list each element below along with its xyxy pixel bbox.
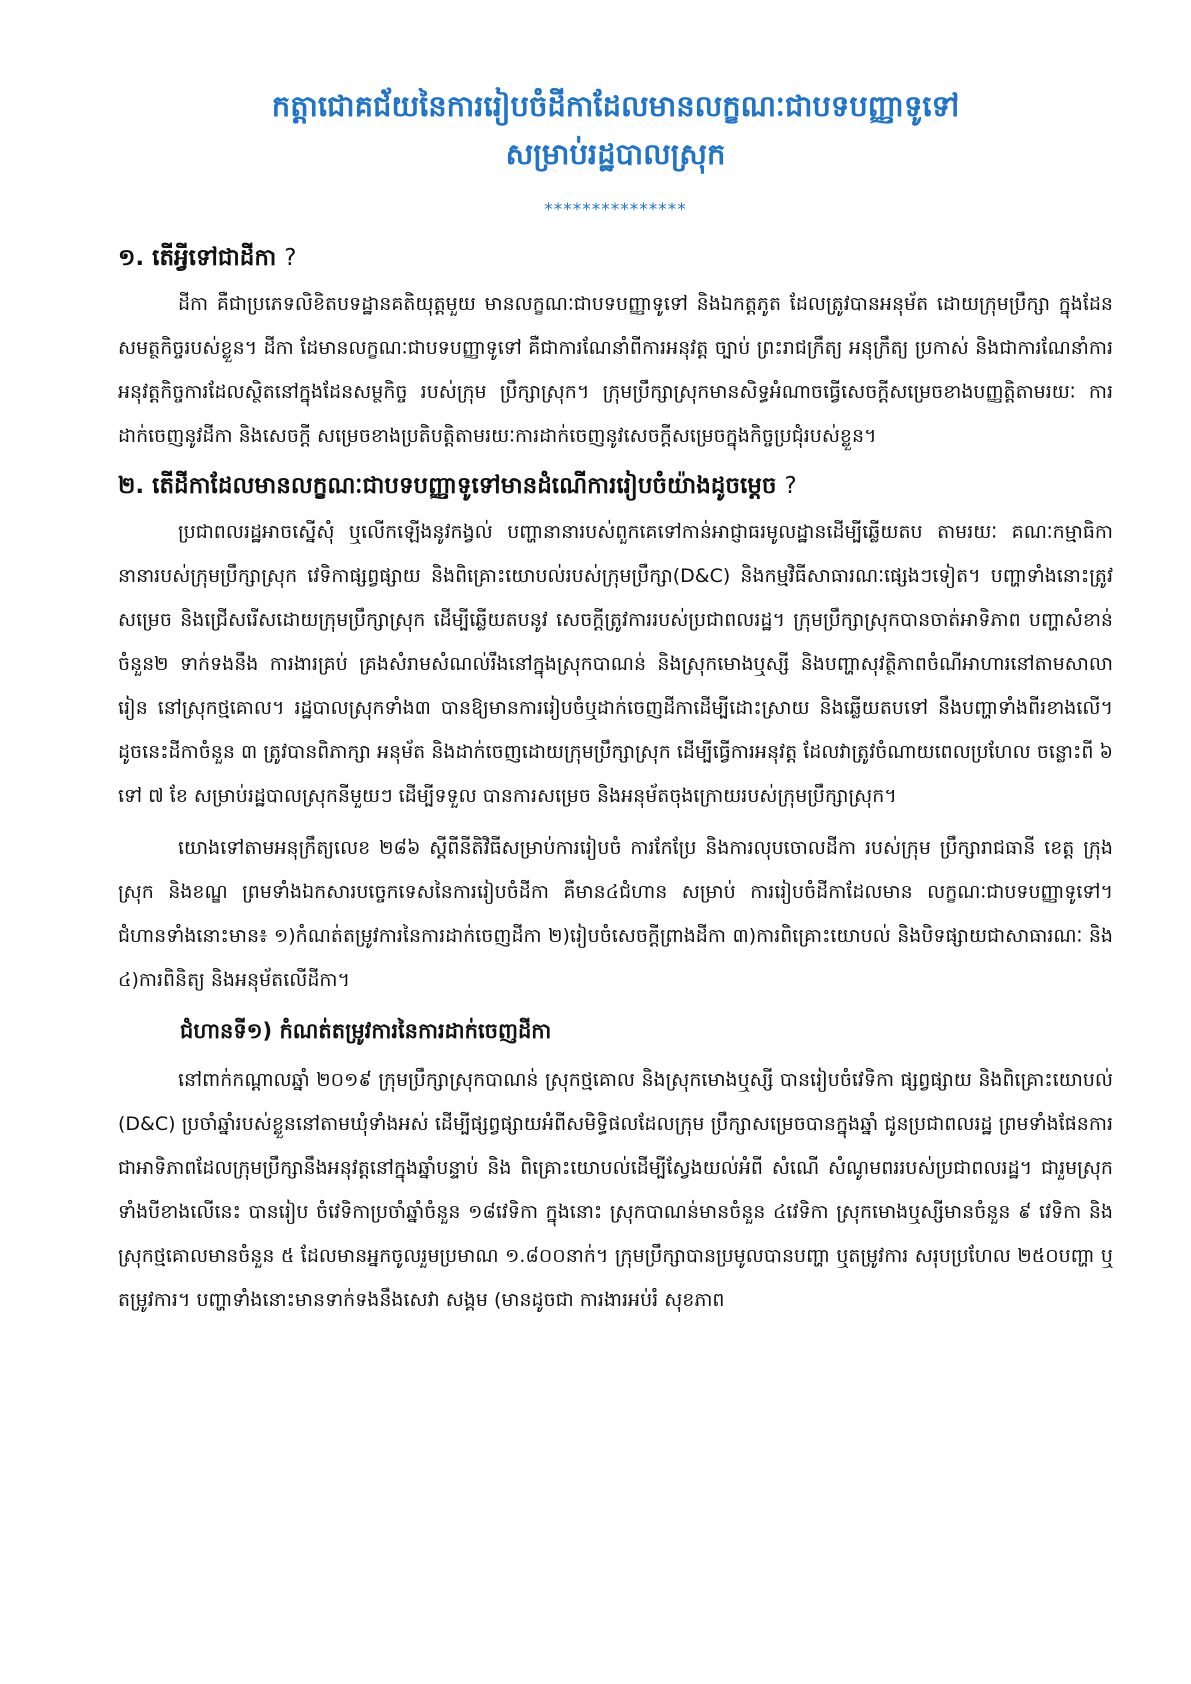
step-1-heading: ជំហានទី១) កំណត់តម្រូវការនៃការដាក់ចេញដីកា (180, 1019, 552, 1043)
title-separator: *************** (544, 200, 687, 220)
section-2-question-mark: ? (784, 473, 797, 499)
section-2-heading (118, 466, 1113, 506)
section-1-heading (118, 238, 1113, 278)
section-2-paragraph-3: នៅពាក់កណ្តាលឆ្នាំ ២០១៩ ក្រុមប្រឹក្សាស្រុកបាណន់ ស្រុកថ្មគោល និងស្រុកមោងឬស្សី បានរៀបចំវេទិកា ផ្សព្វផ្សាយ និងពិគ្រោះយោបល់ (D&C) ប្រចាំឆ្នាំរបស់ខ្លួននៅតាមឃុំទាំងអស់ ដើម្បីផ្សព្វផ្សាយអំពីសមិទ្ធិផលដែលក្រុម ប្រឹក្សាសម្រេចបានក្នុងឆ្នាំ ជូនប្រជាពលរដ្ឋ ព្រមទាំងផែនការជាអាទិភាពដែលក្រុមប្រឹក្សានឹងអនុវត្តនៅក្នុងឆ្នាំបន្ទាប់ និង ពិគ្រោះយោបល់ដើម្បីស្វែងយល់អំពី សំណើ សំណូមពររបស់ប្រជាពលរដ្ឋ។ ជារួមស្រុកទាំងបីខាងលើនេះ បានរៀប ចំវេទិកាប្រចាំឆ្នាំចំនួន ១៨វេទិកា ក្នុងនោះ ស្រុកបាណន់មានចំនួន ៤វេទិកា ស្រុកមោងឬស្សីមានចំនួន ៩ វេទិកា និង ស្រុកថ្មគោលមានចំនួន ៥ ដែលមានអ្នកចូលរួមប្រមាណ ១.៨០០នាក់។ ក្រុមប្រឹក្សាបានប្រមូលបានបញ្ហា ឬតម្រូវការ សរុបប្រហែល ២៥០បញ្ហា ឬតម្រូវការ។ បញ្ហាទាំងនោះមានទាក់ទងនឹងសេវា សង្គម (មានដូចជា ការងារអប់រំ សុខភាព (118, 1069, 1113, 1311)
section-1-heading-text: ១. តើអ្វីទៅជាដីកា (118, 245, 277, 271)
document-title (118, 82, 1113, 178)
section-2-paragraph-2: យោងទៅតាមអនុក្រឹត្យលេខ ២៨៦ ស្តីពីនីតិវិធីសម្រាប់ការរៀបចំ ការកែប្រែ និងការលុបចោលដីកា របស់ក្រុម ប្រឹក្សារាជធានី ខេត្ត ក្រុង ស្រុក និងខណ្ឌ ព្រមទាំងឯកសារបច្ចេកទេសនៃការរៀបចំដីកា គឺមាន៤ជំហាន សម្រាប់ ការរៀបចំដីកាដែលមាន លក្ខណៈជាបទបញ្ញាទូទៅ។ ជំហានទាំងនោះមាន៖ ១)កំណត់តម្រូវការនៃការដាក់ចេញដីកា ២)រៀបចំសេចក្តីព្រាងដីកា ៣)ការពិគ្រោះយោបល់ និងបិទផ្សាយជាសាធារណៈ និង ៤)ការពិនិត្យ និងអនុម័តលើដីកា។ (118, 837, 1113, 991)
section-2-paragraph-1: ប្រជាពលរដ្ឋអាចស្នើសុំ ឬលើកឡើងនូវកង្វល់ បញ្ហានានារបស់ពួកគេទៅកាន់អាជ្ញាធរមូលដ្ឋានដើម្បីឆ្លើយតប តាមរយៈ គណៈកម្មាធិកានានារបស់ក្រុមប្រឹក្សាស្រុក វេទិកាផ្សព្វផ្សាយ និងពិគ្រោះយោបល់របស់ក្រុមប្រឹក្សា(D&C) និងកម្មវិធីសាធារណៈផ្សេងៗទៀត។ បញ្ហាទាំងនោះត្រូវសម្រេច និងជ្រើសរើសដោយក្រុមប្រឹក្សាស្រុក ដើម្បីឆ្លើយតបនូវ សេចក្តីត្រូវការរបស់ប្រជាពលរដ្ឋ។ ក្រុមប្រឹក្សាស្រុកបានចាត់អាទិភាព បញ្ហាសំខាន់ចំនួន២ ទាក់ទងនឹង ការងារគ្រប់ គ្រងសំរាមសំណល់រឹងនៅក្នុងស្រុកបាណន់ និងស្រុកមោងឬស្សី និងបញ្ហាសុវត្ថិភាពចំណីអាហារនៅតាមសាលារៀន នៅស្រុកថ្មគោល។ រដ្ឋបាលស្រុកទាំង៣ បានឱ្យមានការរៀបចំឬដាក់ចេញដីកាដើម្បីដោះស្រាយ និងឆ្លើយតបទៅ នឹងបញ្ហាទាំងពីរខាងលើ។ ដូចនេះដីកាចំនួន ៣ ត្រូវបានពិភាក្សា អនុម័ត និងដាក់ចេញដោយក្រុមប្រឹក្សាស្រុក ដើម្បីធ្វើការអនុវត្ត ដែលវាត្រូវចំណាយពេលប្រហែល ចន្លោះពី ៦ ទៅ ៧ ខែ សម្រាប់រដ្ឋបាលស្រុកនីមួយៗ ដើម្បីទទួល បានការសម្រេច និងអនុម័តចុងក្រោយរបស់ក្រុមប្រឹក្សាស្រុក។ (118, 521, 1113, 807)
title-line-2: សម្រាប់រដ្ឋបាលស្រុក (505, 137, 726, 171)
section-2-heading-text: ២. តើដីកាដែលមានលក្ខណៈជាបទបញ្ញាទូទៅមានដំណើការរៀបចំយ៉ាងដូចម្តេច (118, 473, 777, 499)
section-1-question-mark: ? (284, 245, 297, 271)
title-line-1: កត្តាជោគជ័យនៃការរៀបចំដីកាដែលមានលក្ខណៈជាបទបញ្ញាទូទៅ (271, 89, 960, 123)
section-1-paragraph: ដីកា គឺជាប្រភេទលិខិតបទដ្ឋានគតិយុត្តមួយ មានលក្ខណៈជាបទបញ្ញាទូទៅ និងឯកត្តភូត ដែលត្រូវបានអនុម័ត ដោយក្រុមប្រឹក្សា ក្នុងដែនសមត្ថកិច្ចរបស់ខ្លួន។ ដីកា ដែមានលក្ខណៈជាបទបញ្ញាទូទៅ គឺជាការណែនាំពីការអនុវត្ត ច្បាប់ ព្រះរាជក្រឹត្យ អនុក្រឹត្យ ប្រកាស់ និងជាការណែនាំការអនុវត្តកិច្ចការដែលស្ថិតនៅក្នុងដែនសម្ថកិច្ច របស់ក្រុម ប្រឹក្សាស្រុក។ ក្រុមប្រឹក្សាស្រុកមានសិទ្ធអំណាចធ្វើសេចក្តីសម្រេចខាងបញ្ញត្តិតាមរយៈ ការដាក់ចេញនូវដីកា និងសេចក្តី សម្រេចខាងប្រតិបត្តិតាមរយៈការដាក់ចេញនូវសេចក្តីសម្រេចក្នុងកិច្ចប្រជុំរបស់ខ្លួន។ (118, 293, 1113, 447)
